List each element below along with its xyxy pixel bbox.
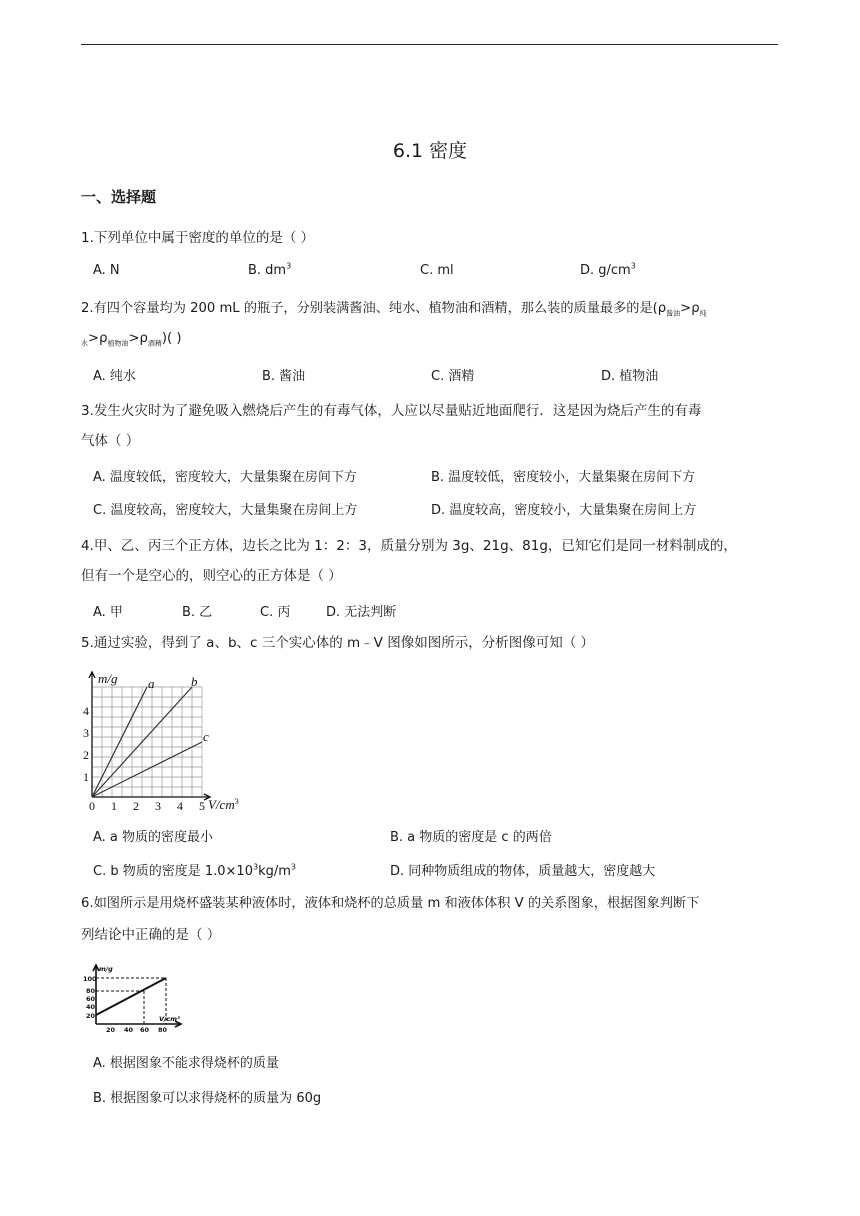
q5-line-a <box>92 687 147 797</box>
question-2-stem-cont: $_水>\rho_{植物油}>\rho_{酒精}$)( ) <box>81 331 182 348</box>
q5-xtick-1: 1 <box>111 799 117 812</box>
q6-ytick-20: 20 <box>86 1012 96 1020</box>
q4-option-b: B. 乙 <box>182 605 213 620</box>
q5-ytick-3: 3 <box>83 726 89 740</box>
q5-line-c <box>92 742 202 797</box>
q6-ytick-80: 80 <box>86 987 96 995</box>
q3-option-a: A. 温度较低，密度较大，大量集聚在房间下方 <box>93 470 357 485</box>
question-3-stem: 3.发生火灾时为了避免吸入燃烧后产生的有毒气体，人应以尽量贴近地面爬行．这是因为烧后产生的有毒 <box>81 403 702 419</box>
question-5-stem: 5.通过实验，得到了 a、b、c 三个实心体的 m﹣V 图像如图所示，分析图像可知（ ） <box>81 635 594 651</box>
q5-label-a: a <box>148 676 155 691</box>
q5-xtick-2: 2 <box>133 799 139 812</box>
q1-option-d: D. $g/cm^3$ <box>580 261 636 278</box>
q6-x-axis-label: V/cm³ <box>159 1015 180 1023</box>
q5-option-d: D. 同种物质组成的物体，质量越大，密度越大 <box>390 864 656 879</box>
page-title: 6.1 密度 <box>392 140 468 162</box>
q4-option-c: C. 丙 <box>260 605 291 620</box>
question-6-stem-cont: 列结论中正确的是（ ） <box>81 927 221 943</box>
question-4-stem: 4.甲、乙、丙三个正方体，边长之比为 1：2：3，质量分别为 3g、21g、81g，已知它们是同一材料制成的， <box>81 538 737 554</box>
q5-xtick-0: 0 <box>89 799 95 812</box>
q2-option-a: A. 纯水 <box>93 369 136 384</box>
q2-option-b: B. 酱油 <box>262 369 306 384</box>
q2-option-c: C. 酒精 <box>431 369 475 384</box>
q6-data-line <box>96 978 166 1015</box>
question-4-stem-cont: 但有一个是空心的，则空心的正方体是（ ） <box>81 568 342 584</box>
q5-option-b: B. a 物质的密度是 c 的两倍 <box>390 830 552 845</box>
q3-option-c: C. 温度较高，密度较大，大量集聚在房间上方 <box>93 503 358 518</box>
q5-xtick-3: 3 <box>155 799 161 812</box>
question-2-stem: 2.有四个容量均为 200 mL 的瓶子，分别装满酱油、纯水、植物油和酒精，那么装的质量最多的是($\rho_{酱油}>\rho_纯$ <box>81 301 707 318</box>
q4-option-d: D. 无法判断 <box>326 605 397 620</box>
question-3-stem-cont: 气体（ ） <box>81 433 140 449</box>
q2-option-d: D. 植物油 <box>601 369 659 384</box>
q6-xtick-60: 60 <box>140 1026 150 1032</box>
header-rule <box>81 44 778 45</box>
q1-option-a: A. N <box>93 263 120 278</box>
q6-ytick-100: 100 <box>83 975 97 983</box>
q6-xtick-20: 20 <box>106 1026 116 1032</box>
q6-mv-graph <box>82 962 192 1032</box>
question-1-stem: 1.下列单位中属于密度的单位的是（ ） <box>81 230 315 246</box>
q5-option-a: A. a 物质的密度最小 <box>93 830 214 845</box>
q5-y-axis-label: m/g <box>98 671 118 686</box>
q6-option-a: A. 根据图象不能求得烧杯的质量 <box>93 1056 279 1071</box>
q5-label-b: b <box>191 674 198 689</box>
q6-y-axis-label: m/g <box>99 965 113 973</box>
question-6-stem: 6.如图所示是用烧杯盛装某种液体时，液体和烧杯的总质量 m 和液体体积 V 的关系图象，根据图象判断下 <box>81 896 700 911</box>
q5-label-c: c <box>203 729 209 744</box>
q1-option-c: C. ml <box>420 263 454 278</box>
q5-ytick-2: 2 <box>83 748 89 762</box>
q3-option-b: B. 温度较低，密度较小，大量集聚在房间下方 <box>431 470 696 485</box>
q6-xtick-40: 40 <box>124 1026 134 1032</box>
q6-ytick-60: 60 <box>86 995 96 1003</box>
q3-option-d: D. 温度较高，密度较小，大量集聚在房间上方 <box>431 503 697 518</box>
section-heading: 一、选择题 <box>81 188 157 206</box>
q1-option-b: B. $dm^3$ <box>248 261 292 278</box>
q5-xtick-4: 4 <box>177 799 183 812</box>
q5-ytick-4: 4 <box>83 704 89 718</box>
q5-xtick-5: 5 <box>199 799 205 812</box>
q5-x-axis-label: $V/cm^3$ <box>208 797 239 812</box>
q5-mv-graph <box>82 667 262 812</box>
q4-option-a: A. 甲 <box>93 605 123 620</box>
q5-ytick-1: 1 <box>83 770 89 784</box>
q5-option-c: C. b 物质的密度是 $1.0\times 10^3kg/m^3$ <box>93 862 296 879</box>
q6-option-b: B. 根据图象可以求得烧杯的质量为 60g <box>93 1091 322 1106</box>
q6-ytick-40: 40 <box>86 1003 96 1011</box>
q6-xtick-80: 80 <box>158 1026 168 1032</box>
